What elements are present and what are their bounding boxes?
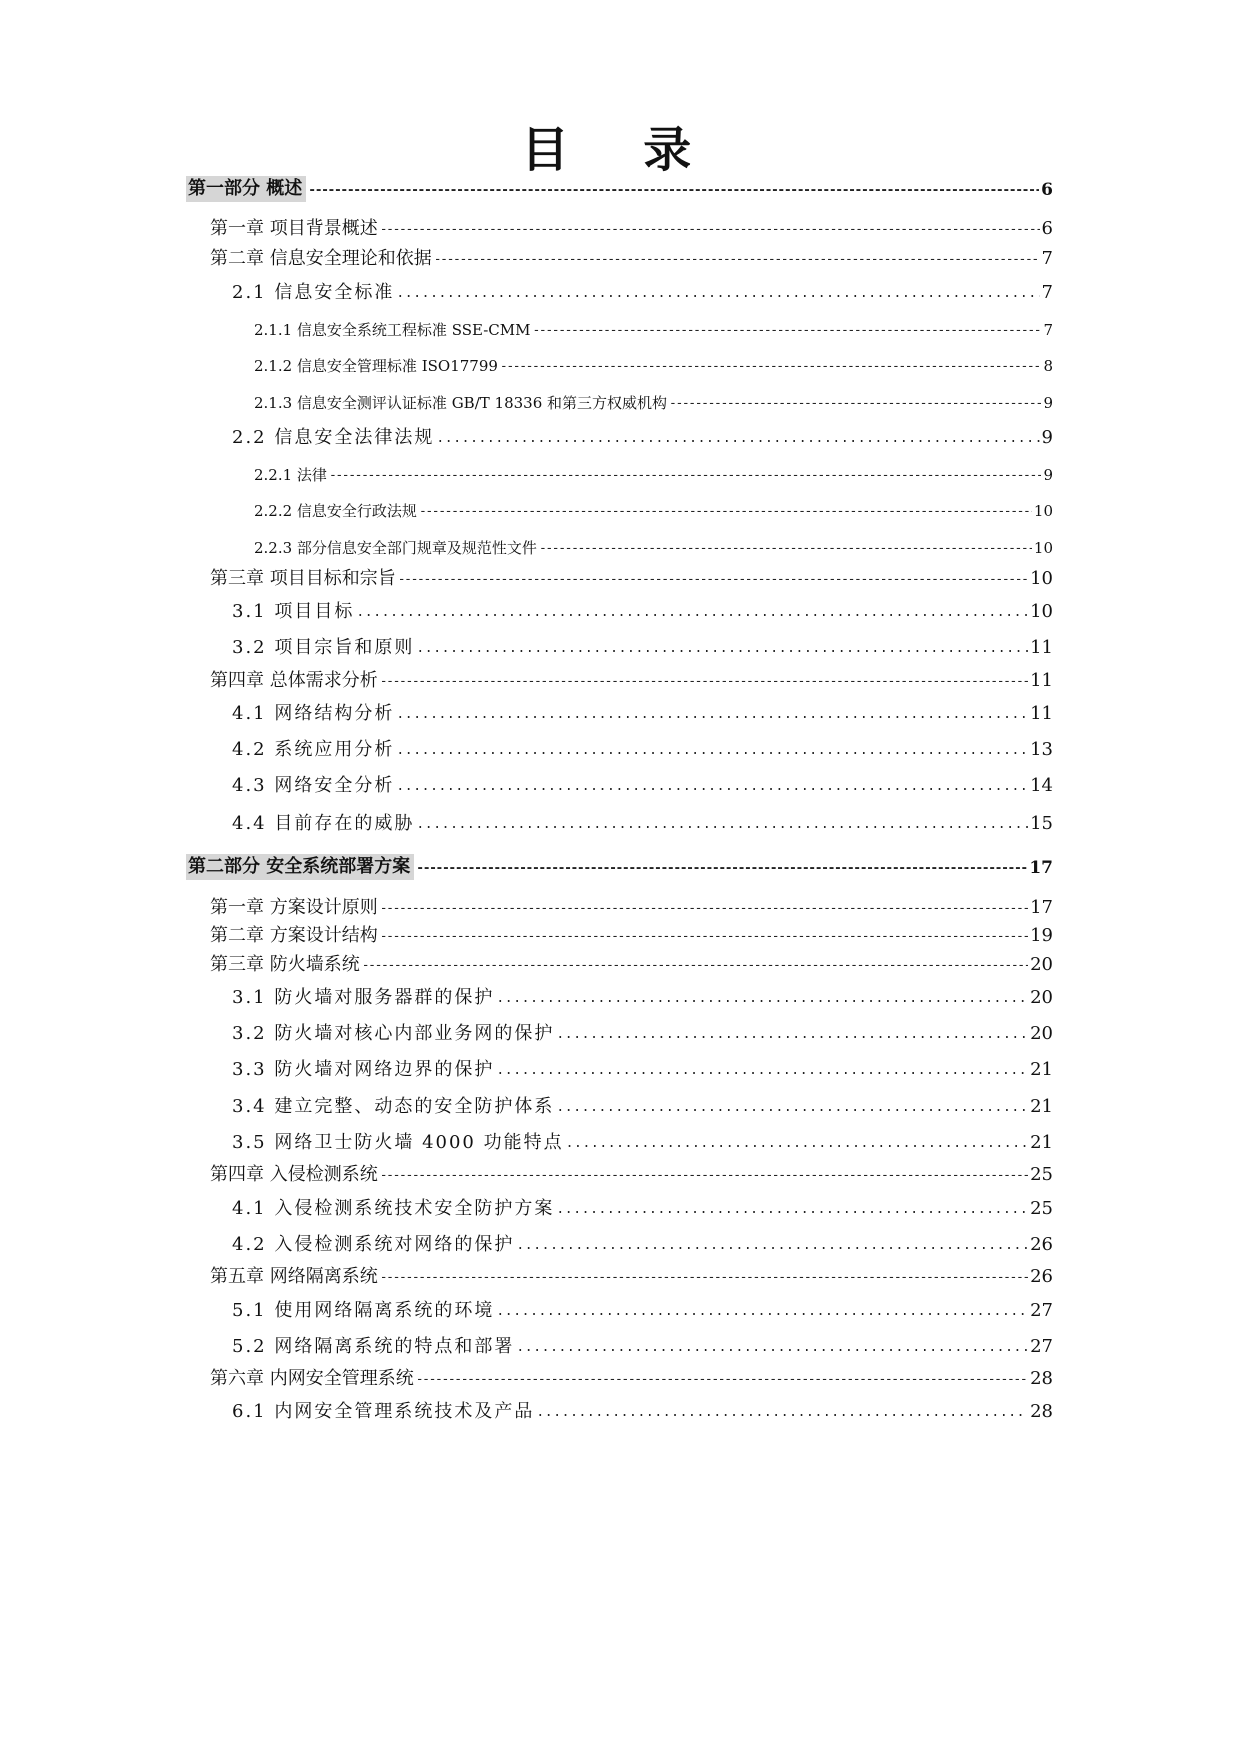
toc-entry-label: 4.3 网络安全分析 (232, 775, 395, 796)
leader-dashes (380, 900, 1028, 920)
toc-entry-label: 2.1.2 信息安全管理标准 ISO17799 (254, 357, 498, 375)
toc-entry-section[interactable] (232, 600, 1053, 624)
leader-dots (496, 990, 1028, 1010)
toc-entry-label: 第一部分 概述 (186, 176, 306, 202)
toc-entry-chapter[interactable] (210, 1265, 1053, 1289)
toc-entry-label: 4.4 目前存在的威胁 (232, 813, 415, 834)
toc-entry-page: 27 (1030, 1300, 1053, 1321)
toc-entry-page: 25 (1030, 1198, 1053, 1219)
toc-entry-subsection[interactable] (254, 536, 1053, 560)
toc-entry-part-2[interactable] (186, 854, 1053, 880)
toc-entry-page: 10 (1030, 568, 1053, 589)
leader-dashes (308, 182, 1039, 202)
toc-entry-chapter[interactable] (210, 669, 1053, 693)
leader-dots (396, 778, 1028, 798)
leader-dashes (329, 467, 1042, 487)
leader-dots (396, 742, 1028, 762)
toc-entry-section[interactable] (232, 1233, 1053, 1257)
toc-entry-label: 第三章 防火墙系统 (210, 954, 360, 975)
leader-dots (536, 1404, 1028, 1424)
leader-dashes (419, 503, 1032, 523)
toc-entry-page: 20 (1030, 954, 1053, 975)
toc-entry-page: 6 (1041, 180, 1053, 200)
toc-entry-subsection[interactable] (254, 391, 1053, 415)
leader-dashes (362, 957, 1028, 977)
toc-entry-chapter[interactable] (210, 1163, 1053, 1187)
toc-entry-page: 7 (1041, 248, 1053, 269)
toc-entry-label: 3.3 防火墙对网络边界的保护 (232, 1059, 495, 1080)
toc-entry-page: 9 (1043, 394, 1053, 412)
leader-dashes (669, 395, 1041, 415)
toc-entry-label: 2.1 信息安全标准 (232, 282, 395, 303)
toc-entry-label: 5.1 使用网络隔离系统的环境 (232, 1300, 495, 1321)
toc-entry-section[interactable] (232, 738, 1053, 762)
toc-entry-section[interactable] (232, 636, 1053, 660)
toc-entry-part-1[interactable] (186, 176, 1053, 202)
toc-entry-page: 17 (1029, 858, 1053, 878)
toc-entry-label: 3.4 建立完整、动态的安全防护体系 (232, 1096, 555, 1117)
toc-entry-page: 7 (1041, 282, 1053, 303)
toc-entry-label: 2.1.1 信息安全系统工程标准 SSE-CMM (254, 321, 531, 339)
toc-entry-page: 8 (1043, 357, 1053, 375)
toc-entry-page: 9 (1043, 466, 1053, 484)
leader-dots (566, 1135, 1028, 1155)
toc-entry-page: 6 (1041, 218, 1053, 239)
toc-entry-label: 4.1 网络结构分析 (232, 703, 395, 724)
toc-entry-section[interactable] (232, 774, 1053, 798)
toc-entry-section[interactable] (232, 1299, 1053, 1323)
toc-entry-page: 26 (1030, 1266, 1053, 1287)
toc-entry-label: 3.2 项目宗旨和原则 (232, 637, 415, 658)
toc-entry-section[interactable] (232, 812, 1053, 836)
toc-entry-label: 第一章 方案设计原则 (210, 897, 378, 918)
leader-dots (516, 1339, 1028, 1359)
toc-entry-section[interactable] (232, 1400, 1053, 1424)
leader-dots (416, 640, 1028, 660)
toc-entry-label: 2.2 信息安全法律法规 (232, 427, 435, 448)
toc-entry-subsection[interactable] (254, 318, 1053, 342)
toc-entry-label: 6.1 内网安全管理系统技术及产品 (232, 1401, 535, 1422)
toc-entry-subsection[interactable] (254, 463, 1053, 487)
leader-dashes (416, 860, 1027, 880)
toc-entry-label: 2.2.1 法律 (254, 466, 327, 484)
toc-entry-page: 11 (1030, 670, 1053, 691)
toc-entry-subsection[interactable] (254, 354, 1053, 378)
toc-entry-label: 第六章 内网安全管理系统 (210, 1368, 414, 1389)
leader-dashes (380, 673, 1028, 693)
toc-entry-page: 20 (1030, 987, 1053, 1008)
leader-dashes (380, 928, 1028, 948)
leader-dashes (500, 358, 1042, 378)
toc-entry-page: 28 (1030, 1368, 1053, 1389)
toc-entry-section[interactable] (232, 281, 1053, 305)
toc-entry-chapter[interactable] (210, 953, 1053, 977)
toc-entry-label: 2.2.2 信息安全行政法规 (254, 502, 417, 520)
leader-dashes (434, 251, 1040, 271)
leader-dots (556, 1026, 1028, 1046)
toc-entry-page: 19 (1030, 925, 1053, 946)
leader-dashes (380, 1167, 1028, 1187)
toc-entry-label: 2.2.3 部分信息安全部门规章及规范性文件 (254, 539, 537, 557)
toc-entry-section[interactable] (232, 426, 1053, 450)
toc-entry-chapter[interactable] (210, 247, 1053, 271)
leader-dots (396, 285, 1039, 305)
toc-entry-page: 13 (1030, 739, 1053, 760)
toc-entry-page: 20 (1030, 1023, 1053, 1044)
toc-entry-page: 26 (1030, 1234, 1053, 1255)
leader-dots (496, 1062, 1028, 1082)
toc-entry-page: 21 (1030, 1059, 1053, 1080)
toc-entry-label: 2.1.3 信息安全测评认证标准 GB/T 18336 和第三方权威机构 (254, 394, 668, 412)
toc-entry-label: 第一章 项目背景概述 (210, 218, 378, 239)
leader-dots (416, 816, 1028, 836)
leader-dashes (380, 1269, 1028, 1289)
leader-dashes (532, 322, 1041, 342)
toc-entry-page: 7 (1043, 321, 1053, 339)
toc-entry-label: 第五章 网络隔离系统 (210, 1266, 378, 1287)
toc-entry-chapter[interactable] (210, 1367, 1053, 1391)
toc-entry-page: 17 (1030, 897, 1053, 918)
toc-entry-page: 25 (1030, 1164, 1053, 1185)
toc-entry-label: 3.2 防火墙对核心内部业务网的保护 (232, 1023, 555, 1044)
leader-dashes (416, 1371, 1028, 1391)
toc-entry-label: 第三章 项目目标和宗旨 (210, 568, 396, 589)
leader-dots (356, 604, 1028, 624)
toc-entry-section[interactable] (232, 1095, 1053, 1119)
leader-dots (396, 706, 1028, 726)
toc-entry-chapter[interactable] (210, 567, 1053, 591)
toc-entry-section[interactable] (232, 1022, 1053, 1046)
toc-entry-section[interactable] (232, 1335, 1053, 1359)
toc-entry-subsection[interactable] (254, 499, 1053, 523)
toc-entry-page: 11 (1030, 703, 1053, 724)
toc-entry-section[interactable] (232, 702, 1053, 726)
leader-dashes (398, 571, 1028, 591)
toc-entry-label: 4.1 入侵检测系统技术安全防护方案 (232, 1198, 555, 1219)
leader-dashes (539, 540, 1032, 560)
toc-entry-page: 28 (1030, 1401, 1053, 1422)
toc-entry-label: 3.5 网络卫士防火墙 4000 功能特点 (232, 1132, 564, 1153)
leader-dots (436, 430, 1039, 450)
toc-entry-label: 第二章 方案设计结构 (210, 925, 378, 946)
toc-entry-label: 4.2 系统应用分析 (232, 739, 395, 760)
toc-entry-page: 11 (1030, 637, 1053, 658)
toc-entry-page: 14 (1030, 775, 1053, 796)
toc-entry-chapter[interactable] (210, 217, 1053, 241)
toc-entry-label: 第四章 总体需求分析 (210, 670, 378, 691)
toc-entry-page: 10 (1033, 502, 1053, 520)
toc-entry-chapter[interactable] (210, 896, 1053, 920)
toc-entry-page: 21 (1030, 1096, 1053, 1117)
toc-entry-label: 3.1 项目目标 (232, 601, 355, 622)
toc-entry-page: 9 (1041, 427, 1053, 448)
toc-entry-page: 10 (1030, 601, 1053, 622)
toc-entry-section[interactable] (232, 1058, 1053, 1082)
toc-entry-label: 3.1 防火墙对服务器群的保护 (232, 987, 495, 1008)
toc-entry-label: 第四章 入侵检测系统 (210, 1164, 378, 1185)
toc-entry-label: 5.2 网络隔离系统的特点和部署 (232, 1336, 515, 1357)
leader-dots (556, 1201, 1028, 1221)
leader-dashes (380, 221, 1040, 241)
toc-entry-section[interactable] (232, 1131, 1053, 1155)
toc-entry-label: 第二部分 安全系统部署方案 (186, 854, 414, 880)
toc-entry-page: 27 (1030, 1336, 1053, 1357)
page-title: 目 录 (520, 122, 721, 178)
toc-entry-chapter[interactable] (210, 924, 1053, 948)
toc-entry-page: 10 (1033, 539, 1053, 557)
toc-entry-page: 15 (1030, 813, 1053, 834)
toc-entry-section[interactable] (232, 1197, 1053, 1221)
leader-dots (556, 1099, 1028, 1119)
leader-dots (496, 1303, 1028, 1323)
toc-entry-page: 21 (1030, 1132, 1053, 1153)
toc-entry-label: 第二章 信息安全理论和依据 (210, 248, 432, 269)
toc-entry-section[interactable] (232, 986, 1053, 1010)
leader-dots (516, 1237, 1028, 1257)
toc-entry-label: 4.2 入侵检测系统对网络的保护 (232, 1234, 515, 1255)
